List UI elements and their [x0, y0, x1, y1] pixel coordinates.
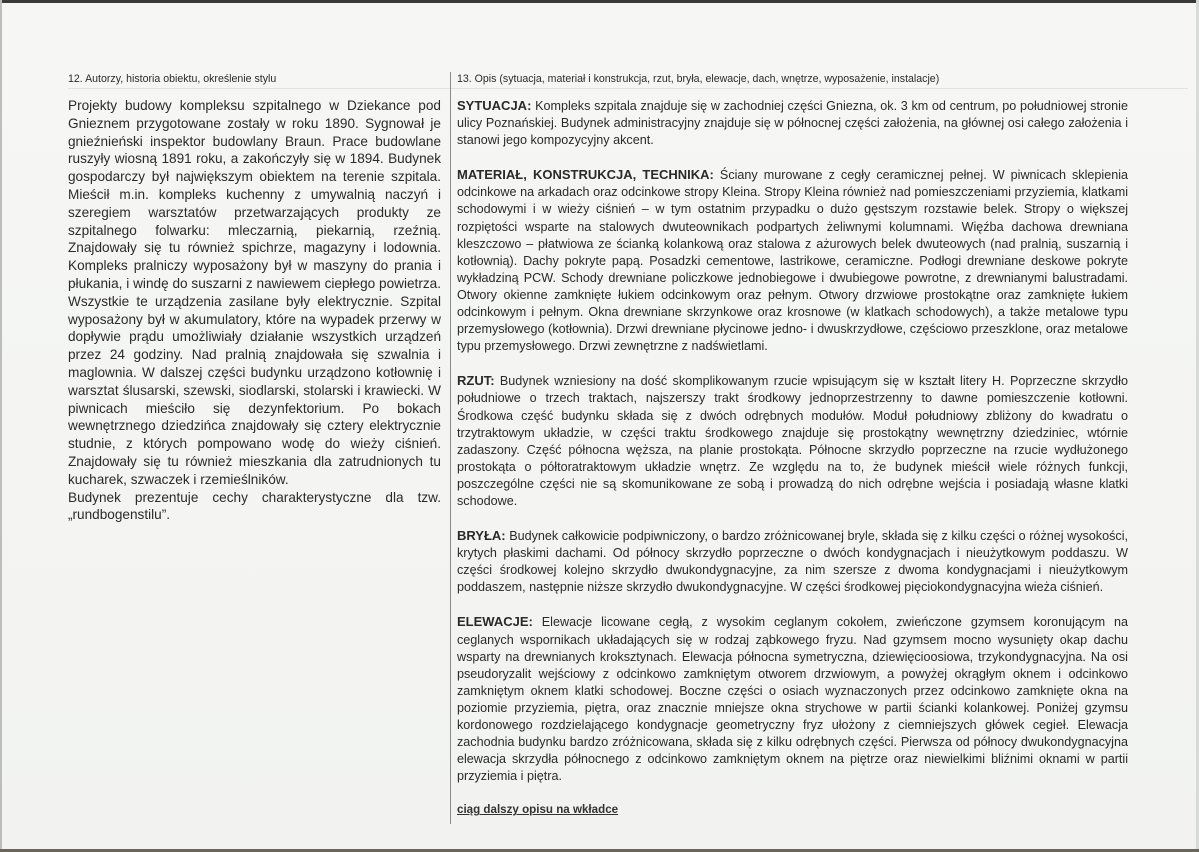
description-column	[457, 97, 1128, 818]
section-massing	[457, 527, 1128, 596]
section-elevations	[457, 613, 1128, 785]
massing-text: Budynek całkowicie podpiwniczony, o bardzo zróżnicowanej bryle, składa się z kilku części o różnej wysokości, krytych płaskimi dachami. Od północy skrzydło poprzeczne o dwóch kondygnacjach i nieużytkowym poddaszu. W części środkowej kolejno skrzydło dwukondygnacyjne, za nim szersze z dwoma kondygnacjami i nieużytkowym poddaszem, następnie niższe skrzydło dwukondygnacyjne. W części środkowej pięciokondygnacyjna wieża ciśnień.	[457, 529, 1128, 595]
section-situation	[457, 97, 1128, 149]
style-paragraph: Budynek prezentuje cechy charakterystyczne dla tzw. „rundbogenstilu”.	[68, 489, 441, 523]
situation-label: SYTUACJA:	[457, 98, 532, 113]
column-divider	[450, 72, 451, 824]
section-12-header: 12. Autorzy, historia obiektu, określenie stylu	[68, 73, 277, 85]
section-material	[457, 166, 1128, 355]
section-plan	[457, 372, 1128, 510]
situation-text: Kompleks szpitala znajduje się w zachodniej części Gniezna, ok. 3 km od centrum, po południowej stronie ulicy Poznańskiej. Budynek administracyjny znajduje się w północnej części założenia, na głównej osi całego założenia i stanowi jego kompozycyjny akcent.	[457, 99, 1128, 148]
massing-label: BRYŁA:	[457, 528, 506, 544]
plan-label: RZUT:	[457, 373, 495, 389]
elevations-text: Elewacje licowane cegłą, z wysokim ceglanym cokołem, zwieńczone gzymsem koronującym na ceglanych wspornikach układających się w rodzaj ząbkowego fryzu. Nad gzymsem mocno wysunięty okap dachu wsparty na drewnianych kroksztynach. Elewacja północna symetryczna, dziewięcioosiowa, trzykondygnacyjna. Na osi pseudoryzalit wejściowy z odcinkowo zamkniętym otworem drzwiowym, a powyżej okrągłym oknem i odcinkowo zamkniętym oknem klatki schodowej. Boczne części o osiach wyznaczonych przez odcinkowo zamknięte okna na poziomie przyziemia, piętra, oraz znacznie mniejsze okna strychowe w partii ścianki kolankowej. Poniżej gzymsu kordonowego rozdzielającego kondygnacje geometryczny fryz ułożony z ciemniejszych główek cegieł. Elewacja zachodnia budynku bardzo zróżnicowana, składa się z kilku odrębnych części. Pierwsza od północy dwukondygnacyjna elewacja skrzydła północnego z odcinkowo zamkniętym oknem na piętrze oraz niewielkimi bliźnimi oknami w partii przyziemia i piętra.	[457, 615, 1128, 784]
plan-text: Budynek wzniesiony na dość skomplikowanym rzucie wpisującym się w kształt litery H. Poprzeczne skrzydło południowe o trzech traktach, najszerszy trakt środkowy jednoprzestrzenny to dawne pomieszczenie kotłowni. Środkowa część budynku składa się z dwóch odrębnych modułów. Moduł południowy zbliżony do kwadratu o trzytraktowym układzie, w części traktu środkowego znajduje się prostokątny wewnętrzny dziedziniec, wtórnie zadaszony. Część północna węższa, na planie prostokąta. Północne skrzydło poprzeczne na rzucie wydłużonego prostokąta o półtoratraktowym układzie wnętrz. Ze względu na to, że budynek mieścił wiele różnych funkcji, poszczególne części nie są skomunikowane ze sobą i prowadzą do nich odrębne wejścia i posiadają własne klatki schodowe.	[457, 374, 1128, 508]
section-13-header: 13. Opis (sytuacja, materiał i konstrukcja, rzut, bryła, elewacje, dach, wnętrze, wyposażenie, instalacje)	[457, 73, 940, 85]
history-paragraph: Projekty budowy kompleksu szpitalnego w Dziekance pod Gnieznem przygotowane zostały w roku 1890. Sygnował je gnieźnieński inspektor budowlany Braun. Prace budowlane ruszyły wiosną 1891 roku, a zakończyły się w 1894. Budynek gospodarczy był największym obiektem na terenie szpitala. Mieścił m.in. kompleks kuchenny z umywalnią naczyń i szeregiem warsztatów przetwarzających produkty ze szpitalnego folwarku: mleczarnią, piekarnią, rzeźnią. Znajdowały się tu również spichrze, magazyny i lodownia. Kompleks pralniczy wyposażony był w maszyny do prania i płukania, i windę do suszarni z nawiewem ciepłego powietrza. Wszystkie te urządzenia zasilane były elektrycznie. Szpital wyposażony był w akumulatory, które na wypadek przerwy w dopływie prądu umożliwiały działanie wszystkich urządzeń przez 24 godziny. Nad pralnią znajdowała się szwalnia i maglownia. W dalszej części budynku urządzono kotłownię i warsztat ślusarski, szewski, siodlarski, stolarski i krawiecki. W piwnicach mieściło się dezynfektorium. Po bokach wewnętrznego dziedzińca znajdowały się cztery elektrycznie studnie, z których pompowano wodę do wieży ciśnień. Znajdowały się tu również mieszkania dla zatrudnionych tu kucharek, szwaczek i rzemieślników.	[68, 98, 441, 487]
elevations-label: ELEWACJE:	[457, 614, 533, 630]
scan-left-edge	[0, 0, 2, 852]
history-column	[68, 97, 441, 524]
material-text: Ściany murowane z cegły ceramicznej pełnej. W piwnicach sklepienia odcinkowe na arkadach oraz odcinkowe stropy Kleina. Stropy Kleina również nad pomieszczeniami przyziemia, klatkami schodowymi i w wieży ciśnień – w tym ostatnim przypadku o dużo gęstszym rozstawie belek. Stropy o większej rozpiętości wsparte na stalowych dwuteownikach podpartych żeliwnymi kolumnami. Więźba dachowa drewniana kleszczowo – płatwiowa ze ścianką kolankową oraz stalowa z ażurowych belek dwuteowych (nad pralnią, suszarnią i kotłownią). Dachy pokryte papą. Posadzki cementowe, lastrikowe, ceramiczne. Podłogi drewniane deskowe pokryte wykładziną PCW. Schody drewniane policzkowe jednobiegowe i dwubiegowe powrotne, z drewnianymi balustradami. Otwory okienne zamknięte łukiem odcinkowym oraz pełnym. Otwory drzwiowe prostokątne oraz zamknięte łukiem odcinkowym i pełnym. Okna drewniane skrzynkowe oraz krosnowe (w klatkach schodowych), a także metalowe typu przemysłowego (kotłownia). Drzwi drewniane płycinowe jedno- i dwuskrzydłowe, częściowo przeszklone, oraz metalowe typu przemysłowego. Drzwi zewnętrzne z nadświetlami.	[457, 168, 1129, 354]
material-label: MATERIAŁ, KONSTRUKCJA, TECHNIKA:	[457, 167, 714, 183]
continuation-link[interactable]: ciąg dalszy opisu na wkładce	[457, 803, 619, 817]
section-header-row	[68, 70, 1188, 89]
scan-top-edge	[0, 0, 1199, 3]
